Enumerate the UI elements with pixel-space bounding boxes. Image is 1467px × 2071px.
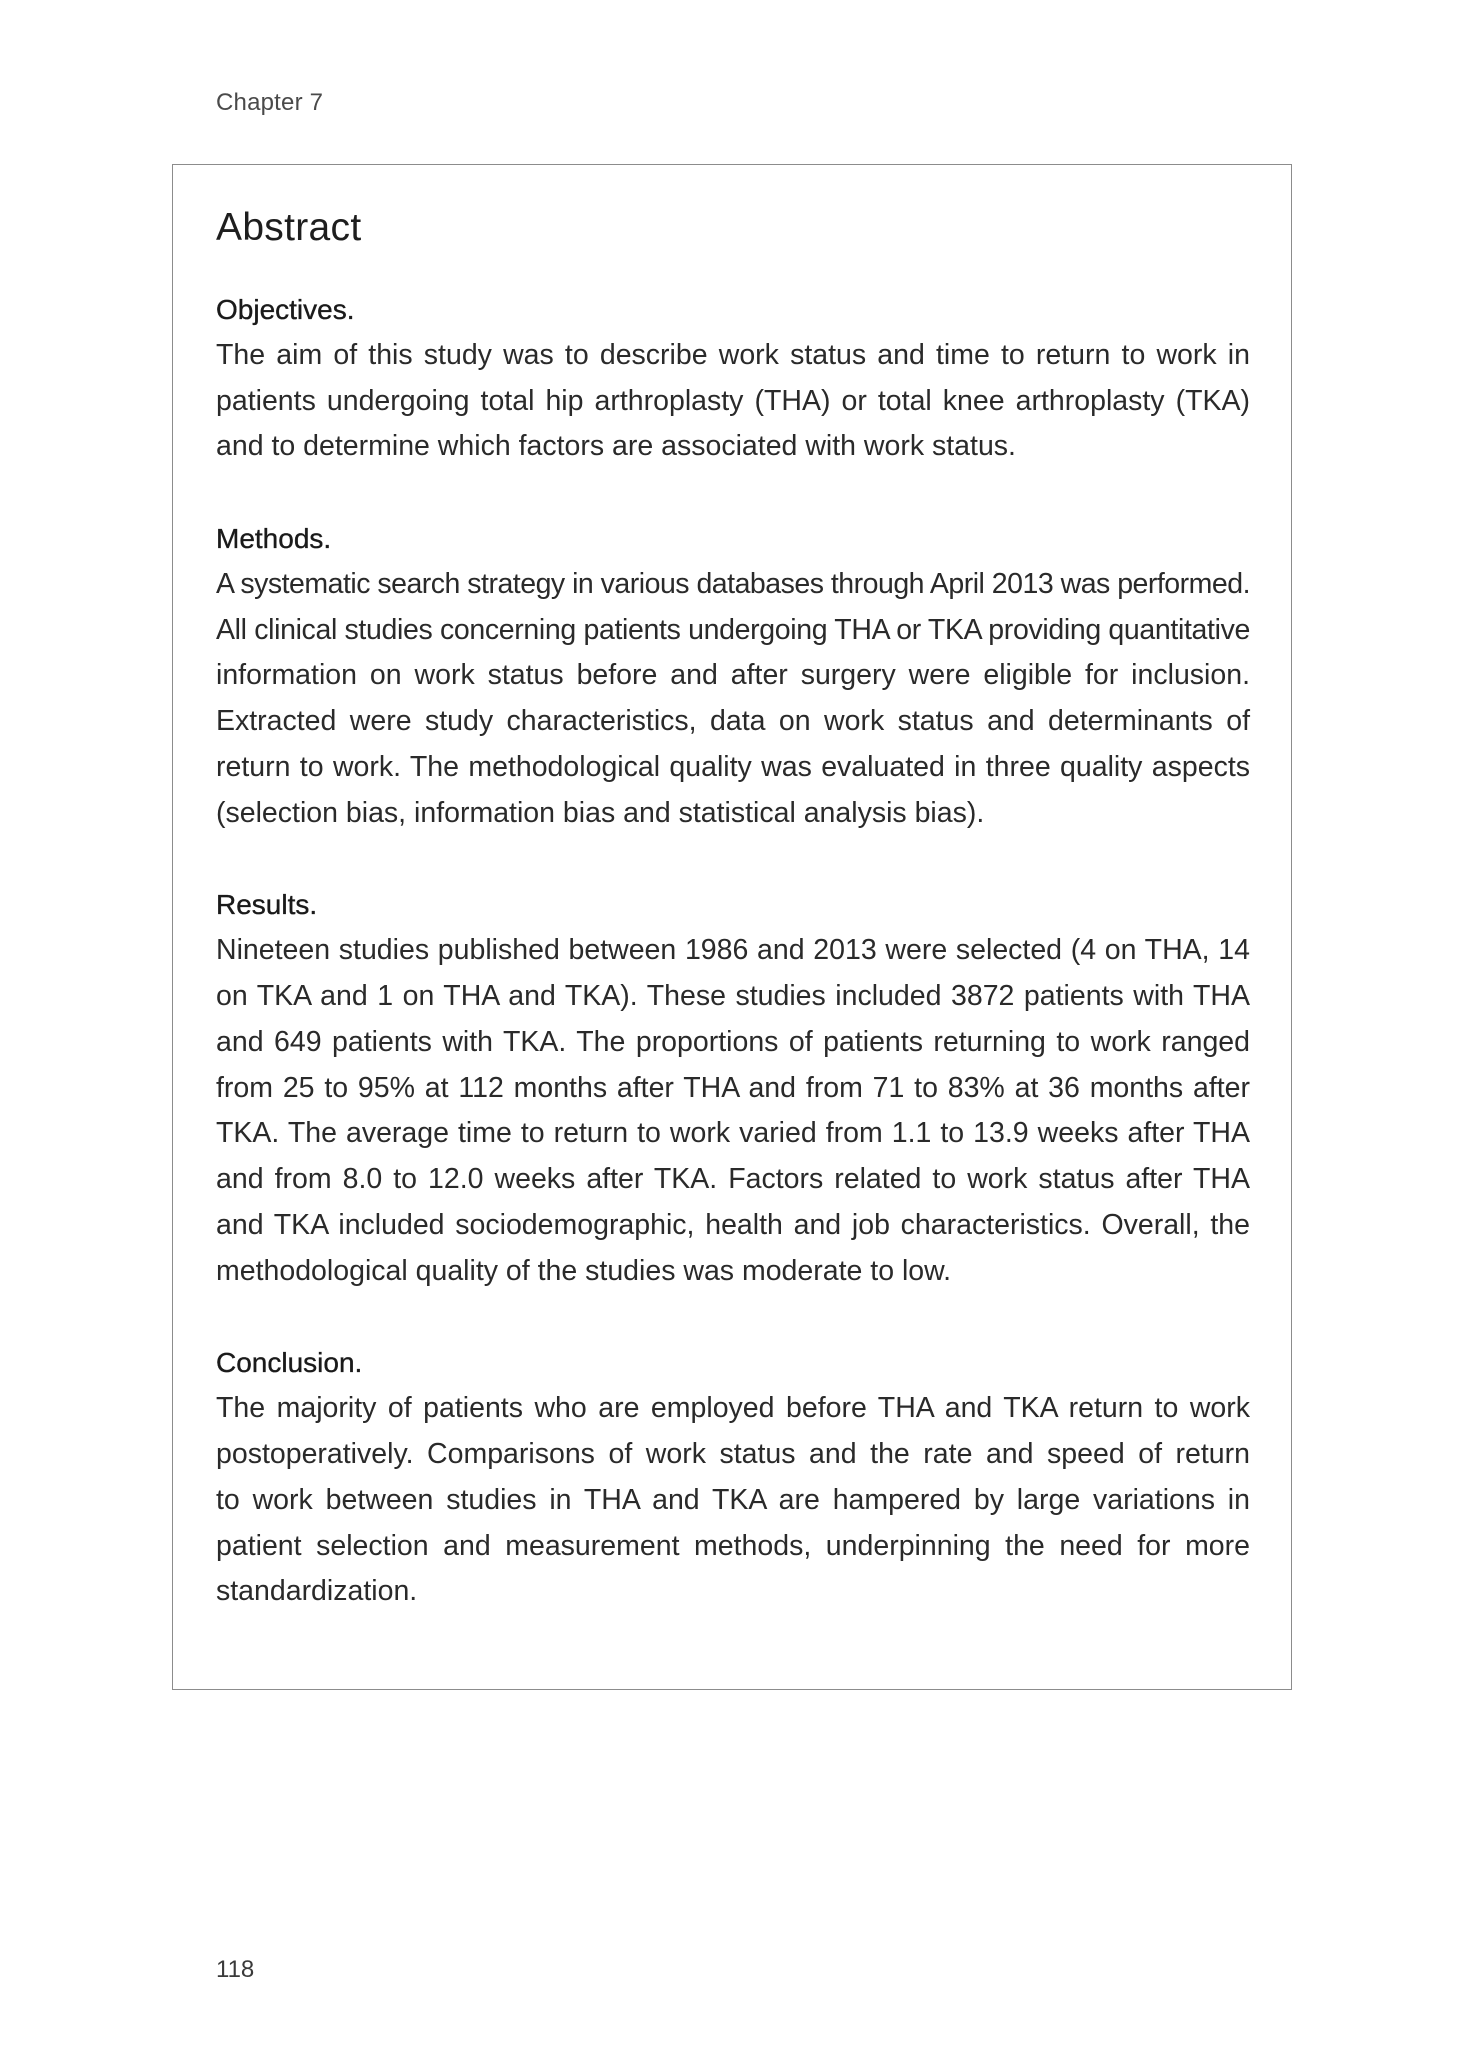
section-conclusion — [216, 1340, 1250, 1615]
text-line: methodological quality of the studies was moderate to low. — [216, 1254, 952, 1287]
text-line: and from 8.0 to 12.0 weeks after TKA. Factors related to work status after THA — [216, 1163, 1250, 1196]
text-line: return to work. The methodological quality was evaluated in three quality aspects — [216, 750, 1250, 783]
text-line: All clinical studies concerning patients undergoing THA or TKA providing quantitative — [216, 613, 1250, 646]
section-body — [216, 562, 1250, 837]
text-line: standardization. — [216, 1575, 418, 1608]
text-line: patient selection and measurement methods, underpinning the need for more — [216, 1529, 1250, 1562]
section-body — [216, 928, 1250, 1294]
text-line: (selection bias, information bias and statistical analysis bias). — [216, 796, 985, 829]
section-heading: Results. — [216, 889, 318, 921]
running-head-chapter: Chapter 7 — [216, 89, 324, 116]
text-line: information on work status before and after surgery were eligible for inclusion. — [216, 659, 1250, 692]
text-line: and 649 patients with TKA. The proportions of patients returning to work ranged — [216, 1025, 1250, 1058]
text-line: The majority of patients who are employed before THA and TKA return to work — [216, 1392, 1250, 1425]
text-line: A systematic search strategy in various databases through April 2013 was performed. — [216, 567, 1250, 600]
abstract-title: Abstract — [216, 206, 362, 249]
section-heading: Methods. — [216, 522, 332, 554]
text-line: postoperatively. Comparisons of work status and the rate and speed of return — [216, 1437, 1250, 1470]
text-line: from 25 to 95% at 112 months after THA and from 71 to 83% at 36 months after — [216, 1071, 1250, 1104]
section-heading: Objectives. — [216, 294, 355, 325]
text-line: The aim of this study was to describe work status and time to return to work in — [216, 338, 1250, 371]
section-body — [216, 1386, 1250, 1615]
text-line: to work between studies in THA and TKA are hampered by large variations in — [216, 1483, 1250, 1516]
section-objectives — [216, 287, 1250, 470]
text-line: on TKA and 1 on THA and TKA). These studies included 3872 patients with THA — [216, 979, 1250, 1012]
text-line: Nineteen studies published between 1986 and 2013 were selected (4 on THA, 14 — [216, 934, 1250, 967]
section-heading: Conclusion. — [216, 1347, 363, 1379]
page-number: 118 — [216, 1956, 255, 1983]
text-line: TKA. The average time to return to work varied from 1.1 to 13.9 weeks after THA — [216, 1117, 1250, 1150]
text-line: and TKA included sociodemographic, health and job characteristics. Overall, the — [216, 1208, 1250, 1241]
section-body — [216, 333, 1250, 470]
abstract-content — [216, 200, 1250, 1661]
section-methods — [216, 516, 1250, 837]
text-line: and to determine which factors are associated with work status. — [216, 430, 1016, 463]
text-line: Extracted were study characteristics, data on work status and determinants of — [216, 705, 1250, 738]
text-line: patients undergoing total hip arthroplasty (THA) or total knee arthroplasty (TKA) — [216, 384, 1250, 417]
section-results — [216, 882, 1250, 1294]
